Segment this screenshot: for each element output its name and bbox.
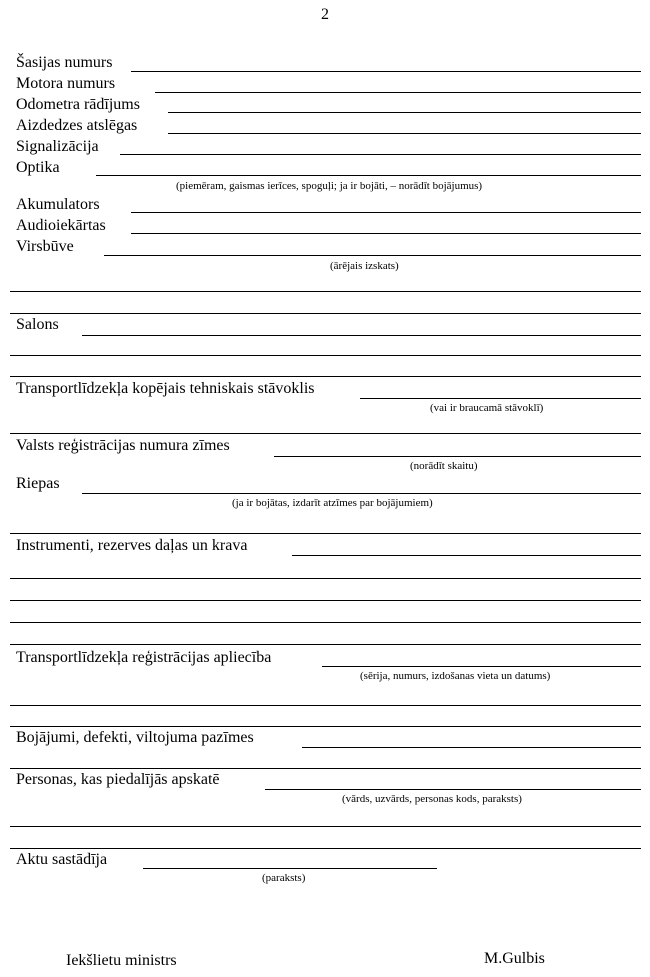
- plates-hint: (norādīt skaitu): [410, 460, 478, 472]
- ignition-keys-field[interactable]: [168, 133, 641, 134]
- general-condition-label: Transportlīdzekļa kopējais tehniskais stāvoklis: [16, 380, 315, 397]
- body-field[interactable]: [104, 255, 641, 256]
- participants-field[interactable]: [265, 789, 641, 790]
- damages-extra-line[interactable]: [10, 768, 641, 769]
- odometer-label: Odometra rādījums: [16, 96, 140, 113]
- engine-number-field[interactable]: [155, 92, 641, 93]
- interior-label: Salons: [16, 316, 59, 333]
- general-condition-extra-line[interactable]: [10, 433, 641, 434]
- general-condition-hint: (vai ir braucamā stāvoklī): [430, 402, 544, 414]
- damages-field[interactable]: [302, 747, 641, 748]
- tires-extra-line[interactable]: [10, 533, 641, 534]
- footer-name: M.Gulbis: [484, 950, 545, 967]
- author-signature-field[interactable]: [143, 868, 437, 869]
- engine-number-label: Motora numurs: [16, 75, 116, 92]
- tools-extra-line[interactable]: [10, 578, 641, 579]
- participants-extra-line[interactable]: [10, 848, 641, 849]
- participants-hint: (vārds, uzvārds, personas kods, paraksts): [342, 793, 522, 805]
- body-label: Virsbūve: [16, 238, 74, 255]
- plates-label: Valsts reģistrācijas numura zīmes: [16, 437, 230, 454]
- registration-extra-line[interactable]: [10, 705, 641, 706]
- participants-extra-line[interactable]: [10, 826, 641, 827]
- battery-field[interactable]: [131, 212, 641, 213]
- page-number: 2: [321, 6, 329, 23]
- optics-hint: (piemēram, gaismas ierīces, spoguļi; ja ir bojāti, – norādīt bojājumus): [176, 180, 483, 192]
- footer-position: Iekšlietu ministrs: [66, 952, 177, 969]
- chassis-number-label: Šasijas numurs: [16, 54, 113, 71]
- interior-field[interactable]: [82, 335, 641, 336]
- body-hint: (ārējais izskats): [330, 260, 399, 272]
- tools-field[interactable]: [292, 555, 641, 556]
- registration-certificate-label: Transportlīdzekļa reģistrācijas apliecība: [16, 649, 272, 666]
- registration-certificate-hint: (sērija, numurs, izdošanas vieta un datums): [360, 670, 551, 682]
- tires-hint: (ja ir bojātas, izdarīt atzīmes par bojājumiem): [232, 497, 433, 509]
- audio-field[interactable]: [131, 233, 641, 234]
- registration-extra-line[interactable]: [10, 726, 641, 727]
- tools-extra-line[interactable]: [10, 644, 641, 645]
- author-hint: (paraksts): [262, 872, 306, 884]
- general-condition-field[interactable]: [360, 398, 641, 399]
- interior-extra-line[interactable]: [10, 355, 641, 356]
- plates-field[interactable]: [274, 456, 641, 457]
- body-extra-line[interactable]: [10, 313, 641, 314]
- damages-label: Bojājumi, defekti, viltojuma pazīmes: [16, 729, 254, 746]
- tools-extra-line[interactable]: [10, 622, 641, 623]
- tires-field[interactable]: [82, 493, 641, 494]
- tires-label: Riepas: [16, 475, 60, 492]
- battery-label: Akumulators: [16, 196, 100, 213]
- author-label: Aktu sastādīja: [16, 851, 108, 868]
- tools-label: Instrumenti, rezerves daļas un krava: [16, 537, 248, 554]
- participants-label: Personas, kas piedalījās apskatē: [16, 771, 220, 788]
- ignition-keys-label: Aizdedzes atslēgas: [16, 117, 138, 134]
- tools-extra-line[interactable]: [10, 600, 641, 601]
- alarm-label: Signalizācija: [16, 138, 99, 155]
- odometer-field[interactable]: [168, 112, 641, 113]
- optics-field[interactable]: [96, 175, 641, 176]
- interior-extra-line[interactable]: [10, 376, 641, 377]
- audio-label: Audioiekārtas: [16, 217, 106, 234]
- registration-certificate-field[interactable]: [322, 666, 641, 667]
- body-extra-line[interactable]: [10, 291, 641, 292]
- alarm-field[interactable]: [120, 154, 641, 155]
- optics-label: Optika: [16, 159, 60, 176]
- chassis-number-field[interactable]: [131, 71, 641, 72]
